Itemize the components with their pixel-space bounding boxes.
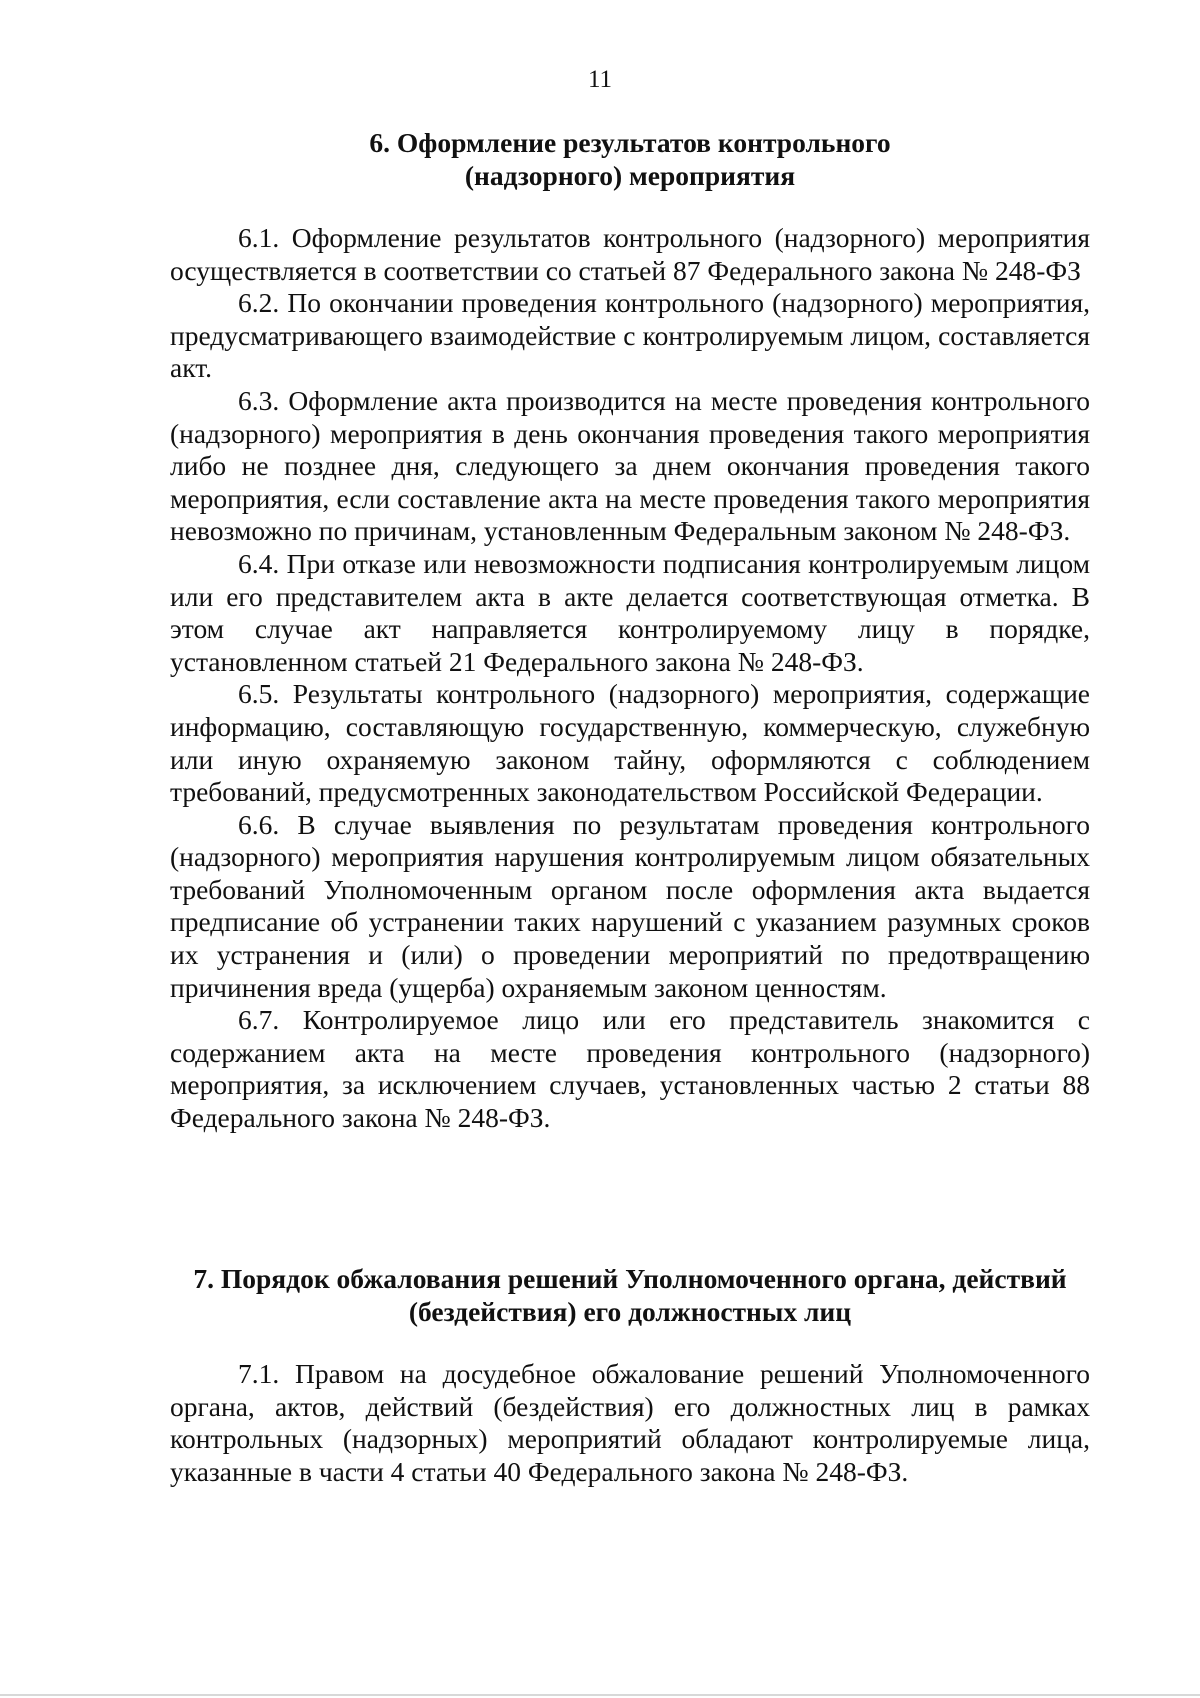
- section-title: [170, 1262, 1090, 1328]
- paragraph-7-1: 7.1. Правом на досудебное обжалование решений Уполномоченного органа, актов, действий (бездействия) его должностных лиц в рамках контрольных (надзорных) мероприятий обладают контролируемые лица, указанные в части 4 статьи 40 Федерального закона № 248-ФЗ.: [170, 1358, 1090, 1487]
- section-title-line: 7. Порядок обжалования решений Уполномоченного органа, действий: [193, 1263, 1067, 1294]
- paragraph-6-2: 6.2. По окончании проведения контрольного (надзорного) мероприятия, предусматривающего взаимодействие с контролируемым лицом, составляется акт.: [170, 287, 1090, 384]
- paragraph-6-3: 6.3. Оформление акта производится на месте проведения контрольного (надзорного) мероприятия в день окончания проведения такого мероприятия либо не позднее дня, следующего за днем окончания проведения такого мероприятия, если составление акта на месте проведения такого мероприятия невозможно по причинам, установленным Федеральным законом № 248-ФЗ.: [170, 384, 1090, 547]
- page-number: 11: [587, 66, 613, 93]
- paragraph-6-1: 6.1. Оформление результатов контрольного (надзорного) мероприятия осуществляется в соответствии со статьей 87 Федерального закона № 248-ФЗ: [170, 222, 1090, 286]
- paragraph-6-5: 6.5. Результаты контрольного (надзорного) мероприятия, содержащие информацию, составляющую государственную, коммерческую, служебную или иную охраняемую законом тайну, оформляются с соблюдением требований, предусмотренных законодательством Российской Федерации.: [170, 678, 1090, 808]
- section-title-line: (бездействия) его должностных лиц: [408, 1296, 852, 1327]
- paragraph-6-6: 6.6. В случае выявления по результатам проведения контрольного (надзорного) мероприятия нарушения контролируемым лицом обязательных требований Уполномоченным органом после оформления акта выдается предписание об устранении таких нарушений с указанием разумных сроков их устранения и (или) о проведении мероприятий по предотвращению причинения вреда (ущерба) охраняемым законом ценностям.: [170, 808, 1090, 1003]
- section-title-line: 6. Оформление результатов контрольного: [369, 127, 891, 158]
- section-6-body: [170, 222, 1090, 1135]
- paragraph-6-4: 6.4. При отказе или невозможности подписания контролируемым лицом или его представителем акта в акте делается соответствующая отметка. В этом случае акт направляется контролируемому лицу в порядке, установленном статьей 21 Федерального закона № 248-ФЗ.: [170, 547, 1090, 677]
- section-7-body: [170, 1358, 1090, 1488]
- section-title: [170, 126, 1090, 192]
- section-6-heading: [170, 126, 1090, 192]
- section-7-heading: [170, 1262, 1090, 1328]
- scan-edge-line: [0, 1694, 1200, 1696]
- section-title-line: (надзорного) мероприятия: [464, 160, 796, 191]
- paragraph-6-7: 6.7. Контролируемое лицо или его представитель знакомится с содержанием акта на месте проведения контрольного (надзорного) мероприятия, за исключением случаев, установленных частью 2 статьи 88 Федерального закона № 248-ФЗ.: [170, 1004, 1090, 1134]
